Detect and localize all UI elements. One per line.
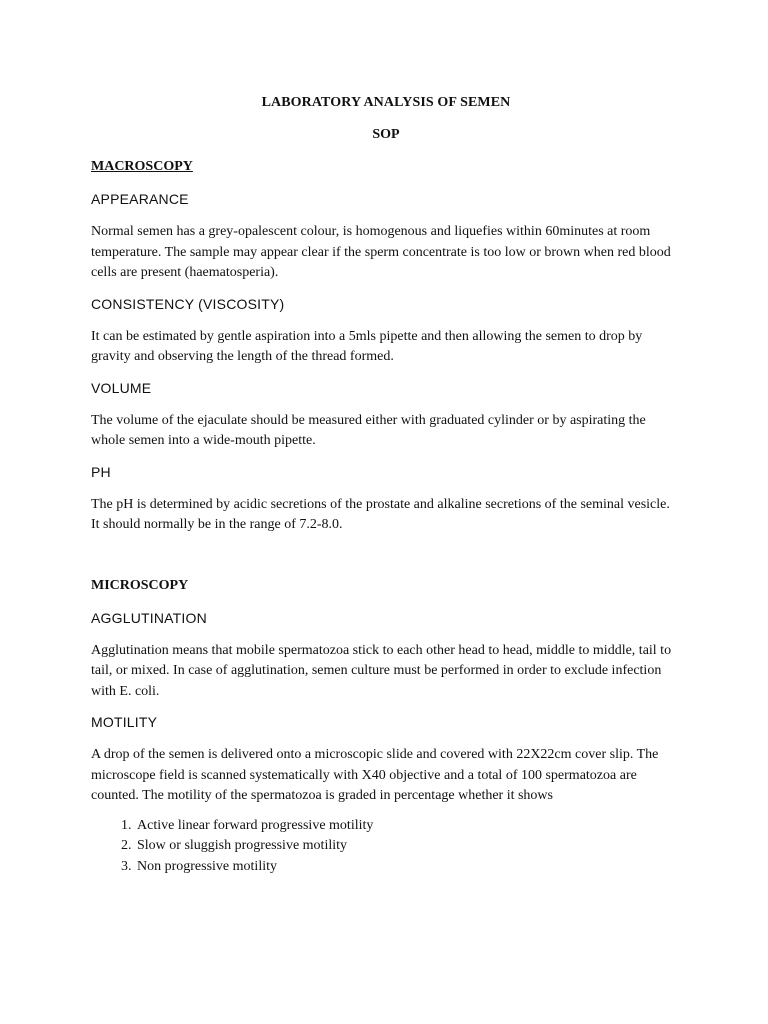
list-item: 3. Non progressive motility (135, 857, 681, 878)
paragraph-motility: A drop of the semen is delivered onto a microscopic slide and covered with 22X22cm cover slip. The microscope field is scanned systematically with X40 objective and a total of 100 spermatozoa are counted. The motility of the spermatozoa is graded in percentage whether it shows (91, 747, 659, 803)
subheading-agglutination: AGGLUTINATION (91, 609, 207, 626)
list-item: 2. Slow or sluggish progressive motility (135, 836, 681, 857)
section-spacer (91, 547, 681, 577)
section-heading-macroscopy: MACROSCOPY (91, 159, 193, 174)
paragraph-consistency: It can be estimated by gentle aspiration into a 5mls pipette and then allowing the semen to drop by gravity and observing the length of the thread formed. (91, 328, 643, 364)
section-heading-microscopy: MICROSCOPY (91, 577, 189, 593)
subheading-consistency: CONSISTENCY (VISCOSITY) (91, 295, 285, 312)
subheading-ph: PH (91, 463, 111, 480)
paragraph-appearance: Normal semen has a grey-opalescent colour, is homogenous and liquefies within 60minutes at room temperature. The sample may appear clear if the sperm concentrate is too low or brown when red blood cells are present (haematosperia). (91, 224, 671, 280)
document-title: LABORATORY ANALYSIS OF SEMEN (261, 95, 511, 110)
document-page (91, 94, 681, 877)
subheading-appearance: APPEARANCE (91, 191, 189, 207)
motility-grade-list (91, 816, 681, 878)
subheading-volume: VOLUME (91, 379, 152, 396)
paragraph-volume: The volume of the ejaculate should be measured either with graduated cylinder or by aspirating the whole semen into a wide-mouth pipette. (91, 412, 646, 448)
subheading-motility: MOTILITY (91, 714, 158, 730)
list-item: 1. Active linear forward progressive motility (135, 816, 681, 837)
paragraph-agglutination: Agglutination means that mobile spermatozoa stick to each other head to head, middle to middle, tail to tail, or mixed. In case of agglutination, semen culture must be performed in order to exclude infection with E. coli. (91, 642, 672, 699)
paragraph-ph: The pH is determined by acidic secretions of the prostate and alkaline secretions of the seminal vesicle. It should normally be in the range of 7.2-8.0. (91, 496, 670, 532)
document-subtitle: SOP (372, 127, 400, 142)
